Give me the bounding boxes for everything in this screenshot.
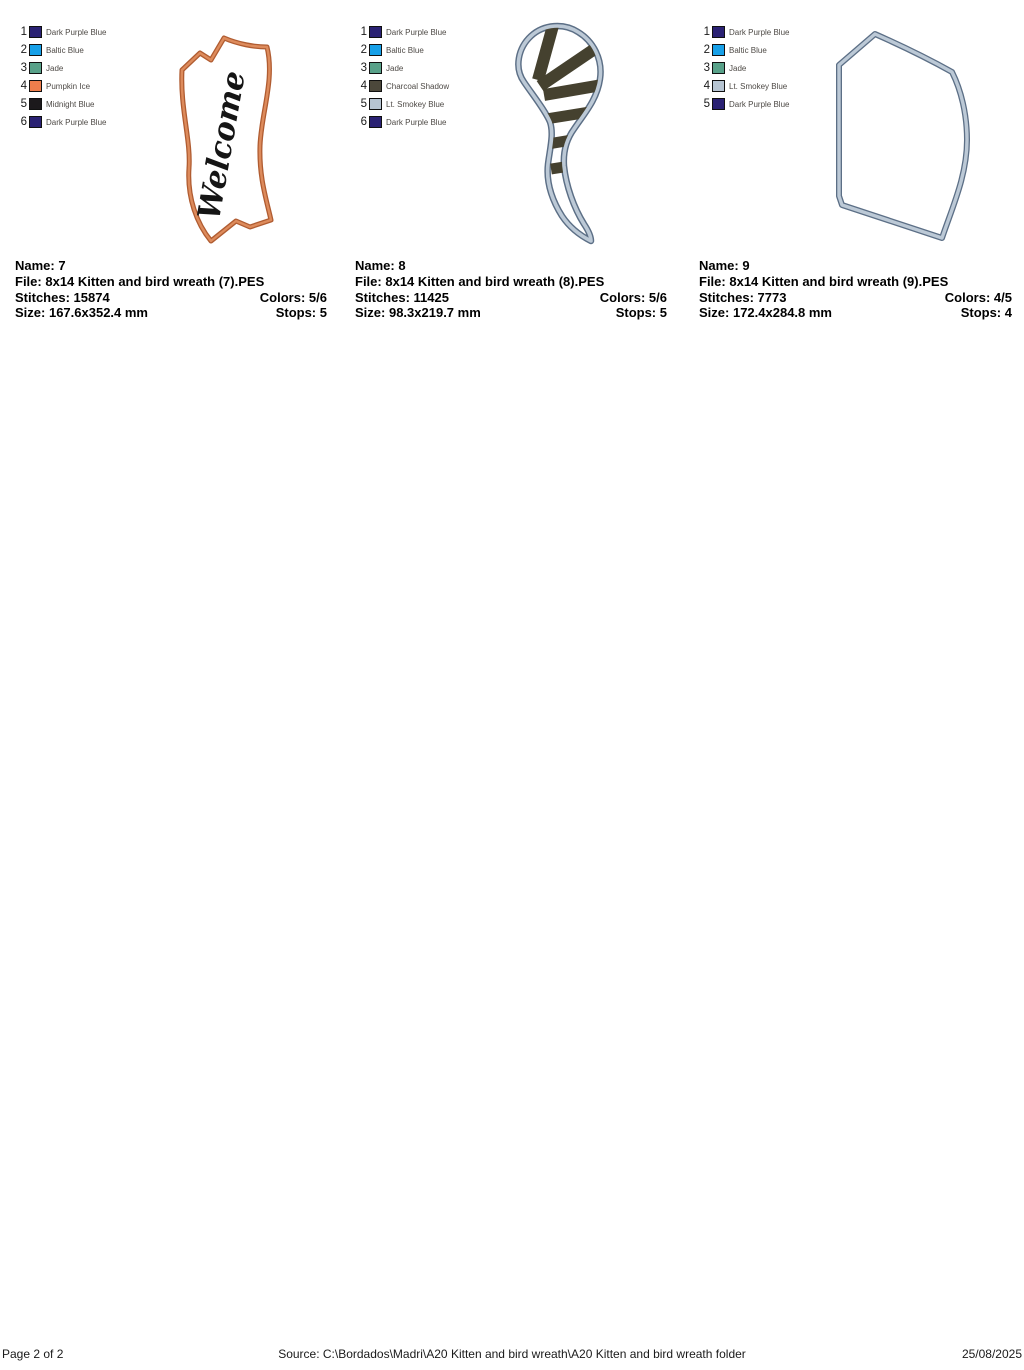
colors-value: 4/5 [993,289,1012,305]
color-number: 3 [703,62,710,74]
file-value: 8x14 Kitten and bird wreath (7).PES [45,273,265,289]
color-swatch [369,98,382,110]
color-swatch [29,44,42,56]
color-number: 1 [360,26,367,38]
color-swatch [369,116,382,128]
design-name-line [699,258,1012,274]
color-swatch [369,44,382,56]
stitches [355,290,449,306]
legend-row [14,59,106,77]
color-label: Lt. Smokey Blue [386,99,445,109]
footer-source-path: Source: C:\Bordados\Madri\A20 Kitten and bird wreath\A20 Kitten and bird wreath folder [278,1347,746,1361]
stops-value: 4 [1004,305,1012,321]
file-label: File: [15,273,42,289]
size [699,305,832,321]
color-number: 2 [20,44,27,56]
color-swatch [29,26,42,38]
color-label: Baltic Blue [729,45,767,55]
color-swatch [712,26,725,38]
size-value: 98.3x219.7 mm [388,305,481,321]
legend-row [354,77,449,95]
color-label: Jade [386,63,404,73]
stops-value: 5 [319,305,327,321]
color-swatch [29,62,42,74]
banner-script-text: Welcome [191,62,254,223]
color-label: Dark Purple Blue [46,27,107,37]
color-swatch [29,116,42,128]
stitches [699,290,786,306]
design-preview-striped-tail [498,22,610,250]
footer-page-number: Page 2 of 2 [2,1347,64,1361]
stitches-label: Stitches: [699,289,754,305]
name-value: 9 [742,258,750,273]
color-number: 4 [360,80,367,92]
stitches-label: Stitches: [15,289,70,305]
stops-label: Stops: [615,305,657,321]
colors-label: Colors: [259,289,306,305]
color-legend-design-8 [354,23,449,131]
design-info-7 [15,258,327,321]
file-value: 8x14 Kitten and bird wreath (8).PES [385,273,605,289]
size [355,305,481,321]
stops-label: Stops: [275,305,317,321]
design-stitches-colors-line [15,290,327,306]
color-label: Jade [729,63,747,73]
colors-value: 5/6 [308,289,327,305]
colors-label: Colors: [599,289,646,305]
legend-row [14,77,106,95]
name-label: Name: [699,258,739,273]
design-file-line [15,274,327,290]
color-swatch [29,80,42,92]
stitches-value: 7773 [757,289,787,305]
color-label: Dark Purple Blue [386,117,447,127]
color-label: Pumpkin Ice [46,81,91,91]
color-swatch [369,26,382,38]
legend-row [697,77,789,95]
size-value: 172.4x284.8 mm [732,305,832,321]
legend-row [14,113,106,131]
stitches-label: Stitches: [355,289,410,305]
color-label: Jade [46,63,64,73]
design-name-line [355,258,667,274]
stops [961,305,1012,321]
design-preview-welcome-banner [166,28,286,250]
color-swatch [712,62,725,74]
size-label: Size: [355,305,386,321]
color-number: 3 [360,62,367,74]
page-footer [0,1347,1024,1363]
color-swatch [369,62,382,74]
color-number: 2 [703,44,710,56]
name-label: Name: [355,258,395,273]
color-number: 5 [360,98,367,110]
color-number: 6 [360,116,367,128]
design-info-9 [699,258,1012,321]
legend-row [14,41,106,59]
color-number: 4 [703,80,710,92]
legend-row [14,95,106,113]
color-swatch [29,98,42,110]
stops-value: 5 [659,305,667,321]
color-label: Baltic Blue [46,45,84,55]
size-label: Size: [15,305,46,321]
color-label: Dark Purple Blue [386,27,447,37]
footer-date: 25/08/2025 [961,1347,1022,1361]
legend-row [354,41,449,59]
stops-label: Stops: [960,305,1002,321]
stitches-value: 11425 [413,289,449,305]
color-swatch [712,80,725,92]
name-value: 8 [398,258,406,273]
color-number: 5 [703,98,710,110]
color-swatch [712,44,725,56]
legend-row [354,95,449,113]
color-label: Lt. Smokey Blue [729,81,788,91]
color-number: 1 [20,26,27,38]
legend-row [697,59,789,77]
design-file-line [355,274,667,290]
color-number: 4 [20,80,27,92]
colors-label: Colors: [944,289,991,305]
colors [945,290,1012,306]
design-info-8 [355,258,667,321]
file-value: 8x14 Kitten and bird wreath (9).PES [729,273,949,289]
legend-row [697,23,789,41]
file-label: File: [355,273,382,289]
design-stitches-colors-line [355,290,667,306]
color-legend-design-7 [14,23,106,131]
design-name-line [15,258,327,274]
color-number: 5 [20,98,27,110]
legend-row [354,113,449,131]
design-size-stops-line [355,305,667,321]
design-stitches-colors-line [699,290,1012,306]
design-size-stops-line [15,305,327,321]
color-label: Dark Purple Blue [729,27,790,37]
color-label: Midnight Blue [46,99,95,109]
design-preview-shield-outline [826,26,972,254]
legend-row [697,95,789,113]
color-label: Dark Purple Blue [729,99,790,109]
color-swatch [712,98,725,110]
colors-value: 5/6 [648,289,667,305]
legend-row [697,41,789,59]
stops [616,305,667,321]
color-swatch [369,80,382,92]
color-number: 3 [20,62,27,74]
stitches-value: 15874 [73,289,110,305]
color-number: 6 [20,116,27,128]
size [15,305,148,321]
color-label: Charcoal Shadow [386,81,450,91]
name-value: 7 [58,258,66,273]
stops [276,305,327,321]
legend-row [354,59,449,77]
design-size-stops-line [699,305,1012,321]
color-number: 1 [703,26,710,38]
size-value: 167.6x352.4 mm [48,305,148,321]
colors [600,290,667,306]
color-label: Baltic Blue [386,45,424,55]
legend-row [354,23,449,41]
color-label: Dark Purple Blue [46,117,107,127]
file-label: File: [699,273,726,289]
stitches [15,290,110,306]
color-legend-design-9 [697,23,789,113]
size-label: Size: [699,305,730,321]
colors [260,290,327,306]
legend-row [14,23,106,41]
color-number: 2 [360,44,367,56]
design-file-line [699,274,1012,290]
name-label: Name: [15,258,55,273]
